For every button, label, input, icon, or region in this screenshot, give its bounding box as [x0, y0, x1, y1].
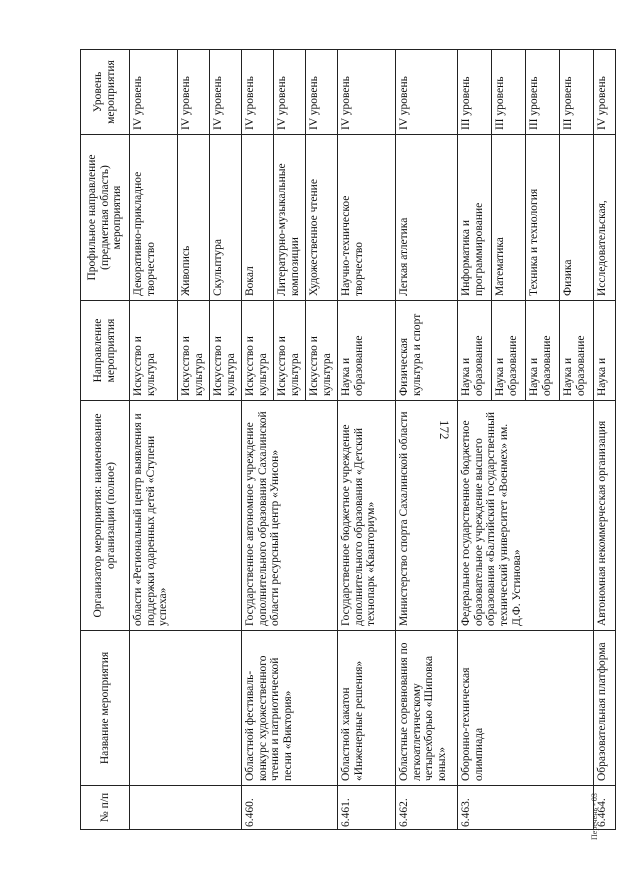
cell-direction: Физическая культура и спорт [396, 301, 458, 401]
table-row [242, 50, 274, 830]
header-level: Уровень мероприятия [81, 50, 130, 135]
cell-direction: Наука и образование [560, 301, 594, 401]
table-row [338, 50, 396, 830]
cell-direction: Искусство и культура [130, 301, 178, 401]
cell-num: 6.462. [396, 786, 458, 830]
cell-profile: Художественное чтение [306, 135, 338, 301]
table-row [130, 50, 178, 830]
cell-direction: Наука и образование [338, 301, 396, 401]
cell-name: Образовательная платформа [594, 631, 616, 786]
cell-level: IV уровень [306, 50, 338, 135]
cell-name: Областные соревнования по легкоатлетическому четырехборью «Шиповка юных» [396, 631, 458, 786]
cell-profile: Исследовательская, [594, 135, 616, 301]
cell-profile: Информатика и программирование [458, 135, 492, 301]
cell-org: Федеральное государственное бюджетное образовательное учреждение высшего образования «Балтийский государственный технический университет «Военмех» им. Д.Ф. Устинова» [458, 401, 594, 631]
cell-direction: Наука и образование [492, 301, 526, 401]
footer-note: Перечень - 03 [590, 793, 599, 840]
header-name: Название мероприятия [81, 631, 130, 786]
cell-direction: Наука и образование [526, 301, 560, 401]
cell-level: III уровень [492, 50, 526, 135]
header-org: Организатор мероприятия: наименование организации (полное) [81, 401, 130, 631]
cell-level: IV уровень [210, 50, 242, 135]
cell-org: Государственное автономное учреждение дополнительного образования Сахалинской области ресурсный центр «Унисон» [242, 401, 338, 631]
cell-level: IV уровень [178, 50, 210, 135]
cell-level: III уровень [458, 50, 492, 135]
cell-num: 6.463. [458, 786, 594, 830]
cell-profile: Техника и технология [526, 135, 560, 301]
cell-direction: Искусство и культура [210, 301, 242, 401]
cell-direction: Наука и образование [458, 301, 492, 401]
cell-level: III уровень [560, 50, 594, 135]
page-number: 172 [437, 420, 452, 440]
cell-profile: Математика [492, 135, 526, 301]
cell-direction: Искусство и культура [178, 301, 210, 401]
cell-level: IV уровень [274, 50, 306, 135]
cell-profile: Литературно-музыкальные композиции [274, 135, 306, 301]
cell-name [130, 631, 242, 786]
table-row [396, 50, 458, 830]
cell-org: Министерство спорта Сахалинской области [396, 401, 458, 631]
cell-org: области «Региональный центр выявления и поддержки одаренных детей «Ступени успеха» [130, 401, 242, 631]
cell-level: IV уровень [242, 50, 274, 135]
cell-profile: Живопись [178, 135, 210, 301]
cell-level: IV уровень [396, 50, 458, 135]
cell-level: IV уровень [338, 50, 396, 135]
cell-direction: Наука и [594, 301, 616, 401]
cell-profile: Легкая атлетика [396, 135, 458, 301]
cell-profile: Вокал [242, 135, 274, 301]
table-row [594, 50, 616, 830]
cell-direction: Искусство и культура [242, 301, 274, 401]
cell-org: Автономная некоммерческая организация [594, 401, 616, 631]
header-profile: Профильное направление (предметная область) мероприятия [81, 135, 130, 301]
table-header-row [81, 50, 130, 830]
cell-name: Областной хакатон «Инженерные решения» [338, 631, 396, 786]
table-row [458, 50, 492, 830]
cell-name: Областной фестиваль-конкурс художественного чтения и патриотической песни «Виктория» [242, 631, 338, 786]
cell-direction: Искусство и культура [274, 301, 306, 401]
cell-level: IV уровень [130, 50, 178, 135]
cell-profile: Физика [560, 135, 594, 301]
cell-num: 6.464. [594, 786, 616, 830]
cell-direction: Искусство и культура [306, 301, 338, 401]
cell-level: IV уровень [594, 50, 616, 135]
cell-num: 6.461. [338, 786, 396, 830]
events-table [80, 49, 616, 830]
cell-num: 6.460. [242, 786, 338, 830]
cell-name: Оборонно-техническая олимпиада [458, 631, 594, 786]
cell-num [130, 786, 242, 830]
header-num: № п/п [81, 786, 130, 830]
cell-profile: Декоративно-прикладное творчество [130, 135, 178, 301]
cell-level: III уровень [526, 50, 560, 135]
cell-profile: Научно-техническое творчество [338, 135, 396, 301]
header-direction: Направление мероприятия [81, 301, 130, 401]
cell-org: Государственное бюджетное учреждение дополнительного образования «Детский технопарк «Кванториум» [338, 401, 396, 631]
cell-profile: Скульптура [210, 135, 242, 301]
